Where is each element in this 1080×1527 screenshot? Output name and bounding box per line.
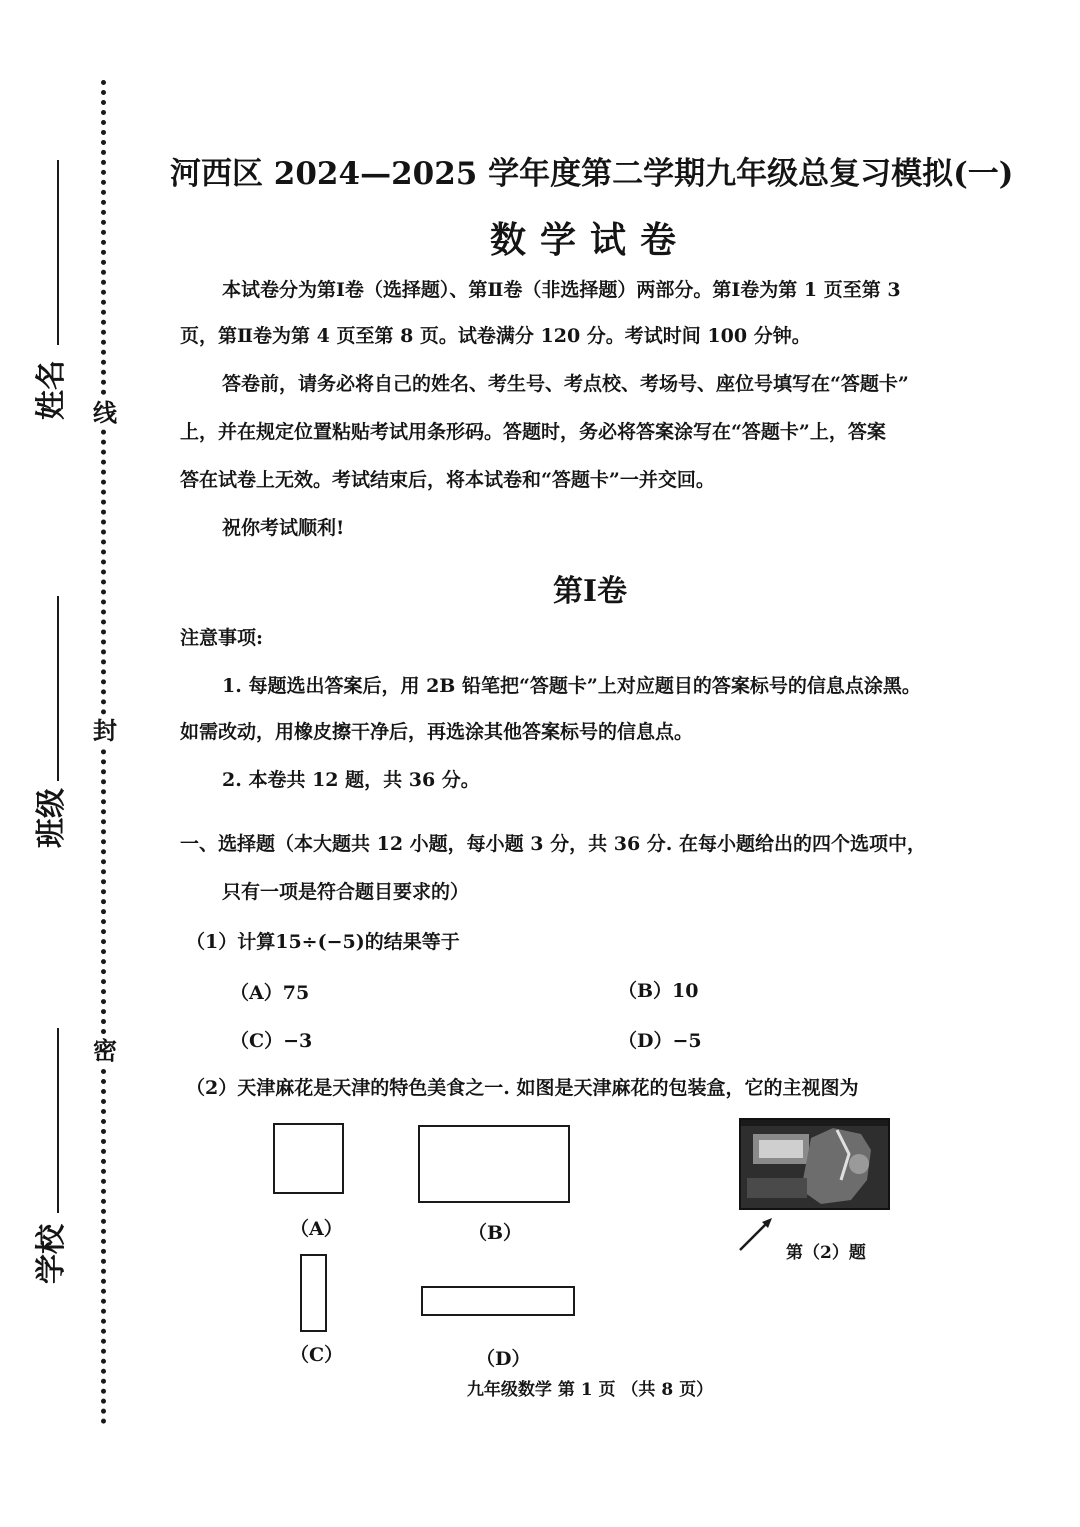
q2-option-c-tall-rectangle[interactable] bbox=[300, 1254, 327, 1332]
q2-figure-caption: 第（2）题 bbox=[786, 1243, 866, 1263]
exam-title: 河西区 2024—2025 学年度第二学期九年级总复习模拟(一) bbox=[170, 156, 1014, 192]
school-label: 学校 bbox=[34, 1224, 69, 1284]
seal-mark-line: 线 bbox=[93, 398, 117, 427]
q2-stem: （2）天津麻花是天津的特色美食之一. 如图是天津麻花的包装盒，它的主视图为 bbox=[186, 1077, 859, 1099]
class-blank-line[interactable] bbox=[57, 596, 59, 781]
intro-p3: 祝你考试顺利! bbox=[222, 517, 345, 539]
intro-p2-line1: 答卷前，请务必将自己的姓名、考生号、考点校、考场号、座位号填写在“答题卡” bbox=[222, 373, 909, 395]
q2-label-d: （D） bbox=[476, 1348, 531, 1370]
q1-option-d[interactable]: （D）−5 bbox=[618, 1030, 702, 1052]
q2-label-b: （B） bbox=[468, 1222, 523, 1244]
notice1-line2: 如需改动，用橡皮擦干净后，再选涂其他答案标号的信息点。 bbox=[180, 721, 694, 743]
notice1-line1: 1. 每题选出答案后，用 2B 铅笔把“答题卡”上对应题目的答案标号的信息点涂黑。 bbox=[222, 675, 921, 697]
section-heading: 第Ⅰ卷 bbox=[552, 574, 628, 609]
q2-option-a-square[interactable] bbox=[273, 1123, 344, 1194]
seal-mark-secret: 密 bbox=[93, 1036, 117, 1065]
binding-dotted-line bbox=[101, 80, 106, 1425]
notice2: 2. 本卷共 12 题，共 36 分。 bbox=[222, 769, 480, 791]
class-label: 班级 bbox=[34, 788, 69, 848]
q2-option-b-rectangle[interactable] bbox=[418, 1125, 570, 1203]
q1-option-b[interactable]: （B）10 bbox=[618, 980, 699, 1002]
q2-arrow-icon bbox=[736, 1214, 776, 1254]
q2-package-box-image bbox=[739, 1118, 890, 1210]
q1-option-a[interactable]: （A）75 bbox=[230, 982, 310, 1004]
intro-p2-line2: 上，并在规定位置粘贴考试用条形码。答题时，务必将答案涂写在“答题卡”上，答案 bbox=[180, 421, 886, 443]
q2-label-a: （A） bbox=[290, 1218, 343, 1240]
part1-line2: 只有一项是符合题目要求的） bbox=[222, 881, 470, 903]
notice-title: 注意事项: bbox=[180, 627, 264, 649]
name-label: 姓名 bbox=[34, 360, 69, 420]
page-footer: 九年级数学 第 1 页 （共 8 页） bbox=[466, 1380, 714, 1400]
q1-option-c[interactable]: （C）−3 bbox=[230, 1030, 313, 1052]
exam-subtitle: 数学试卷 bbox=[489, 219, 690, 261]
school-blank-line[interactable] bbox=[57, 1028, 59, 1213]
part1-line1: 一、选择题（本大题共 12 小题，每小题 3 分，共 36 分. 在每小题给出的四个选项中， bbox=[180, 833, 927, 855]
seal-mark-seal: 封 bbox=[93, 716, 117, 745]
q1-stem: （1）计算15÷(−5)的结果等于 bbox=[186, 931, 460, 953]
intro-p1-line1: 本试卷分为第Ⅰ卷（选择题）、第Ⅱ卷（非选择题）两部分。第Ⅰ卷为第 1 页至第 3 bbox=[222, 279, 901, 301]
q2-label-c: （C） bbox=[290, 1344, 344, 1366]
q2-option-d-flat-rectangle[interactable] bbox=[421, 1286, 575, 1316]
intro-p2-line3: 答在试卷上无效。考试结束后，将本试卷和“答题卡”一并交回。 bbox=[180, 469, 715, 491]
intro-p1-line2: 页，第Ⅱ卷为第 4 页至第 8 页。试卷满分 120 分。考试时间 100 分钟。 bbox=[180, 325, 811, 347]
